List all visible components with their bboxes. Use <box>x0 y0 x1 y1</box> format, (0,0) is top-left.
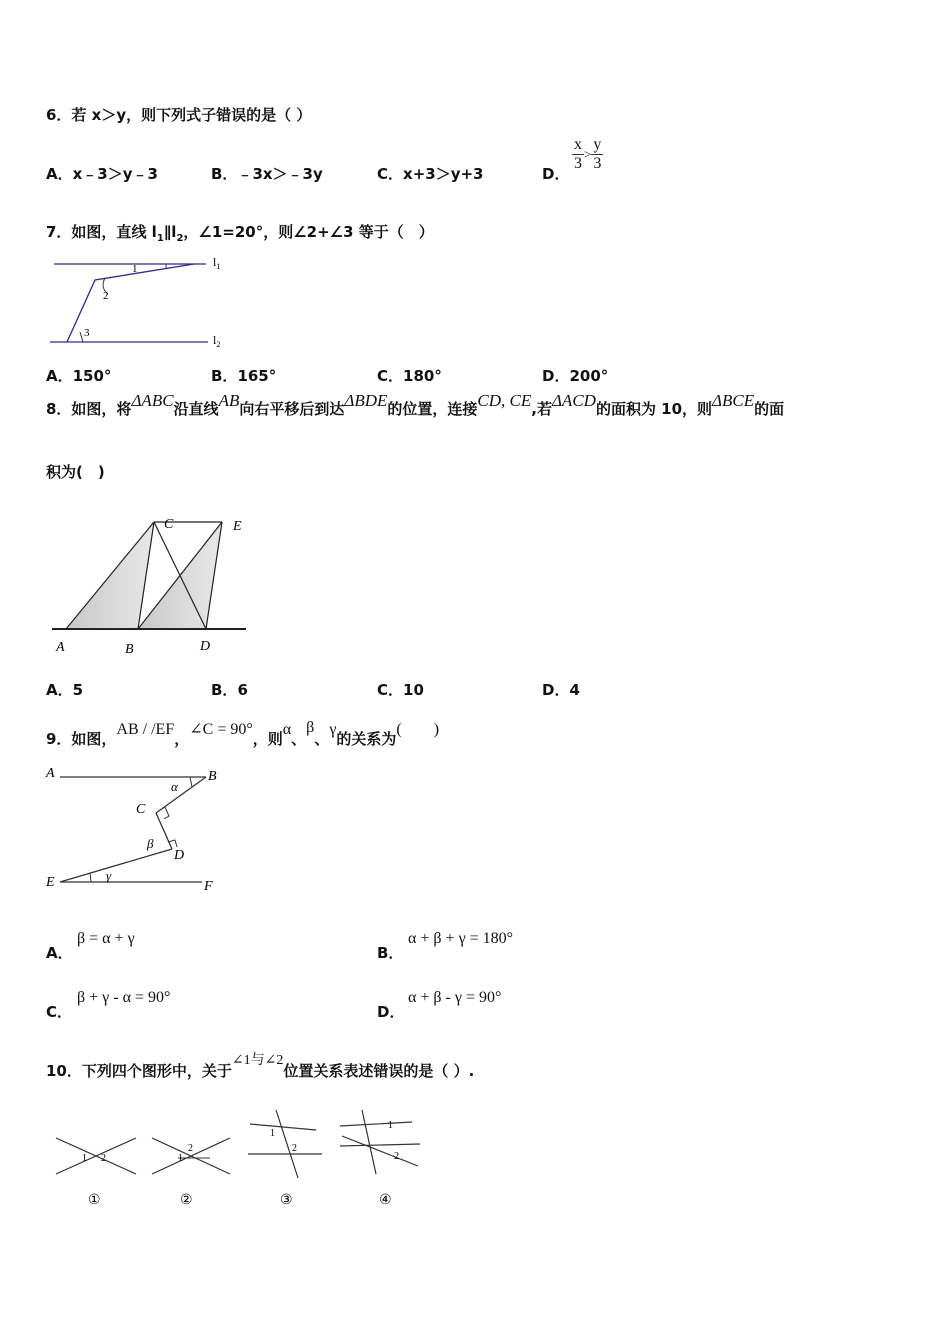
option-text: ﹣3x＞﹣3y <box>237 165 323 183</box>
option-label: B． <box>211 165 238 183</box>
q8-stem-line1: 8．如图，将ΔABC沿直线AB向右平移后到达ΔBDE的位置，连接CD, CE,若ΔACD的面积为 10，则ΔBCE的面 <box>46 391 785 418</box>
caption-2: ② <box>180 1193 193 1208</box>
q6-option-c[interactable] <box>377 163 483 184</box>
point-a-label: A <box>56 640 65 655</box>
angle-1-label: 1 <box>132 263 138 275</box>
point-e-label: E <box>233 519 242 534</box>
q10-figure-3 <box>244 1104 334 1210</box>
fraction-x-over-3: $\frac{x}{3}$ <box>574 136 582 172</box>
q8-option-d[interactable]: D．4 <box>542 681 580 699</box>
svg-text:1: 1 <box>388 1120 393 1131</box>
q7-option-a[interactable]: A．150° <box>46 367 112 385</box>
beta-label: β <box>147 836 154 851</box>
point-f-label: F <box>204 879 213 894</box>
angle-3-label: 3 <box>84 327 90 339</box>
q6-option-d-expression[interactable]: $\frac{x}{3}$ > $\frac{y}{3}$ <box>574 136 602 172</box>
q6-option-d-label[interactable]: D． <box>542 165 570 183</box>
svg-text:1: 1 <box>270 1128 275 1139</box>
q8-option-b[interactable]: B．6 <box>211 681 248 699</box>
q6-option-a[interactable] <box>46 163 158 184</box>
q10-figure-1 <box>52 1130 142 1210</box>
svg-text:2: 2 <box>292 1143 297 1154</box>
fraction-y-over-3: $\frac{y}{3}$ <box>593 136 602 172</box>
svg-text:1: 1 <box>82 1153 87 1164</box>
q7-option-c[interactable]: C．180° <box>377 367 442 385</box>
svg-text:2: 2 <box>394 1151 399 1162</box>
q9-stem: 9．如图，AB / /EF，∠C = 90°，则α、β、γ的关系为( ) <box>46 719 440 748</box>
q7-option-b[interactable]: B．165° <box>211 367 277 385</box>
q8-stem-line2: 积为( ) <box>46 463 105 481</box>
q9-option-d-label[interactable]: D． <box>377 1003 405 1021</box>
q8-figure <box>46 508 256 658</box>
point-c-label: C <box>136 802 146 817</box>
q8-option-a[interactable]: A．5 <box>46 681 84 699</box>
point-e-label: E <box>46 875 55 890</box>
q7-figure <box>46 248 236 350</box>
svg-text:2: 2 <box>188 1143 193 1154</box>
q9-option-a-label[interactable]: A． <box>46 944 73 962</box>
q7-option-d[interactable]: D．200° <box>542 367 609 385</box>
alpha-label: α <box>171 779 178 794</box>
q8-option-c[interactable]: C．10 <box>377 681 424 699</box>
svg-text:2: 2 <box>101 1153 106 1164</box>
q9-option-c-label[interactable]: C． <box>46 1003 73 1021</box>
caption-4: ④ <box>379 1193 392 1208</box>
angle-2-label: 2 <box>103 290 109 302</box>
svg-text:1: 1 <box>178 1153 183 1164</box>
q9-option-b-text[interactable]: α + β + γ = 180° <box>408 930 514 947</box>
label-l1: $l_1$ <box>213 255 221 271</box>
point-c-label: C <box>164 517 174 532</box>
point-d-label: D <box>200 639 211 654</box>
caption-3: ③ <box>280 1193 293 1208</box>
point-b-label: B <box>208 769 217 784</box>
q9-option-d-text[interactable]: α + β - γ = 90° <box>408 989 502 1006</box>
option-text: x+3＞y+3 <box>403 165 484 183</box>
q9-option-b-label[interactable]: B． <box>377 944 404 962</box>
point-a-label: A <box>46 766 55 781</box>
point-b-label: B <box>125 642 134 657</box>
q7-stem: 7．如图，直线 $l_1\parallel l_2$，∠1=20°，则∠2+∠3 等于（ ） <box>46 223 434 244</box>
q9-option-c-text[interactable]: β + γ - α = 90° <box>77 989 171 1006</box>
caption-1: ① <box>88 1193 101 1208</box>
label-l2: $l_2$ <box>213 333 221 349</box>
q10-stem: 10．下列四个图形中，关于∠1与∠2位置关系表述错误的是（ ）. <box>46 1053 475 1080</box>
option-label: C． <box>377 165 404 183</box>
q9-figure <box>44 763 234 895</box>
q6-stem: 6．若 x＞y，则下列式子错误的是（ ） <box>46 106 312 124</box>
point-d-label: D <box>174 848 185 863</box>
option-text: x﹣3＞y﹣3 <box>72 165 158 183</box>
q9-option-a-text[interactable]: β = α + γ <box>77 930 135 947</box>
q10-figure-4 <box>336 1104 428 1210</box>
option-label: A． <box>46 165 73 183</box>
q6-option-b[interactable] <box>211 163 323 184</box>
gamma-label: γ <box>106 868 112 883</box>
q10-figure-2 <box>148 1130 238 1210</box>
